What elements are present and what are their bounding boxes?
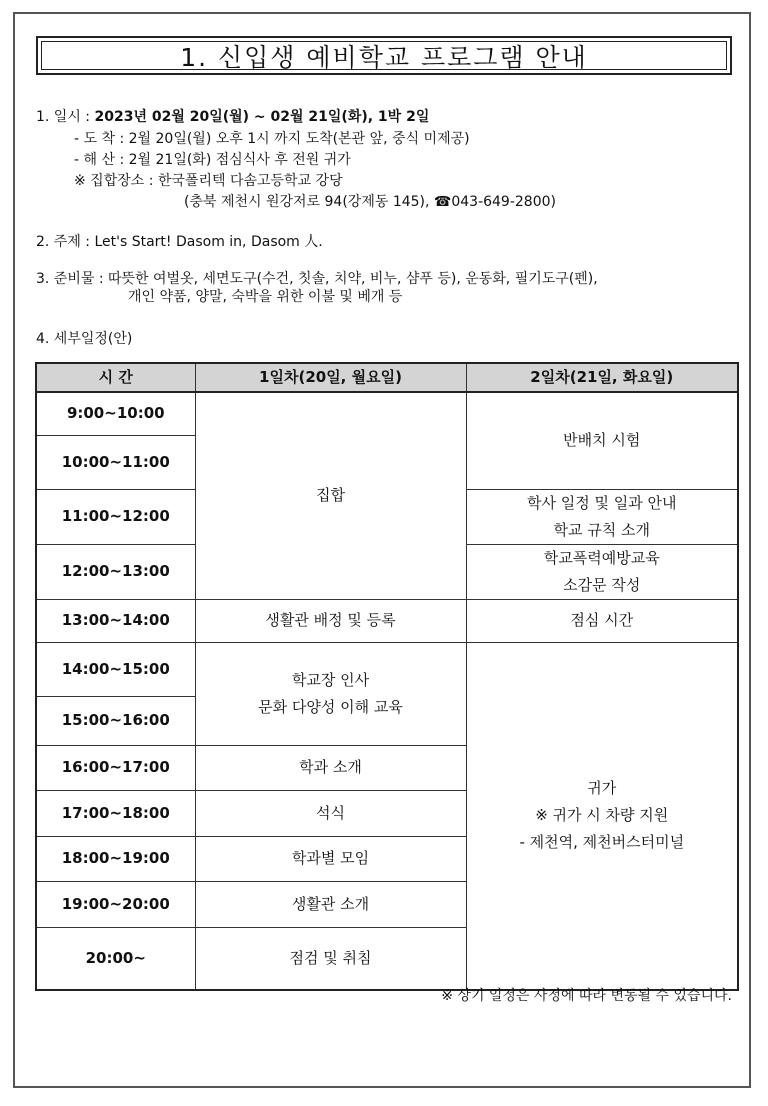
time-cell: 11:00~12:00 — [36, 489, 195, 544]
day1-principal-cell — [195, 642, 466, 745]
day2-calendar-text: 학사 일정 및 일과 안내 — [527, 493, 677, 512]
time-cell: 16:00~17:00 — [36, 745, 195, 790]
day2-stations-text: - 제천역, 제천버스터미널 — [519, 833, 685, 852]
theme-line: 2. 주제 : Let's Start! Dasom in, Dasom 人. — [36, 234, 323, 250]
day2-calendar-cell — [466, 489, 738, 544]
date-value: 2023년 02월 20일(월) ~ 02월 21일(화), 1박 2일 — [94, 109, 430, 125]
time-cell: 12:00~13:00 — [36, 544, 195, 599]
time-cell: 17:00~18:00 — [36, 790, 195, 836]
day1-gather-cell: 집합 — [195, 392, 466, 599]
day1-dept-intro-cell: 학과 소개 — [195, 745, 466, 790]
date-line — [36, 108, 429, 126]
time-cell: 18:00~19:00 — [36, 836, 195, 881]
schedule-note: ※ 상기 일정은 사정에 따라 변동될 수 있습니다. — [441, 988, 732, 1004]
date-label: 1. 일시 : — [36, 109, 95, 125]
day2-rules-text: 학교 규칙 소개 — [553, 520, 650, 539]
meeting-place-line: ※ 집합장소 : 한국폴리텍 다솜고등학교 강당 — [74, 173, 343, 189]
day1-dept-meeting-cell: 학과별 모임 — [195, 836, 466, 881]
day2-review-text: 소감문 작성 — [563, 575, 641, 594]
title-box — [36, 36, 732, 75]
day2-placement-cell: 반배치 시험 — [466, 392, 738, 489]
day2-vehicle-text: ※ 귀가 시 차량 지원 — [535, 806, 669, 825]
time-cell: 14:00~15:00 — [36, 642, 195, 696]
header-time: 시 간 — [36, 363, 195, 392]
table-row — [36, 642, 738, 696]
dismissal-line: - 해 산 : 2월 21일(화) 점심식사 후 전원 귀가 — [74, 152, 351, 168]
time-cell: 20:00~ — [36, 927, 195, 990]
address-line: (충북 제천시 원강저로 94(강제동 145), ☎043-649-2800) — [184, 194, 556, 210]
time-cell: 10:00~11:00 — [36, 435, 195, 489]
schedule-table — [35, 362, 739, 991]
day1-rollcall-cell: 점검 및 취침 — [195, 927, 466, 990]
page-title: 1. 신입생 예비학교 프로그램 안내 — [41, 41, 727, 70]
supplies-line-2: 개인 약품, 양말, 숙박을 위한 이불 및 베개 등 — [128, 289, 403, 305]
time-cell: 13:00~14:00 — [36, 599, 195, 642]
day2-return-cell — [466, 642, 738, 990]
schedule-heading: 4. 세부일정(안) — [36, 331, 133, 347]
day2-violence-text: 학교폭력예방교육 — [543, 548, 660, 567]
table-row — [36, 599, 738, 642]
day2-return-text: 귀가 — [587, 779, 617, 798]
day1-dorm-intro-cell: 생활관 소개 — [195, 881, 466, 927]
time-cell: 15:00~16:00 — [36, 696, 195, 745]
supplies-line-1: 3. 준비물 : 따뜻한 여벌옷, 세면도구(수건, 칫솔, 치약, 비누, 샴푸 등), 운동화, 필기도구(펜), — [36, 271, 598, 287]
time-cell: 9:00~10:00 — [36, 392, 195, 435]
day2-violence-cell — [466, 544, 738, 599]
arrival-line: - 도 착 : 2월 20일(월) 오후 1시 까지 도착(본관 앞, 중식 미제공) — [74, 131, 470, 147]
header-day2: 2일차(21일, 화요일) — [466, 363, 738, 392]
time-cell: 19:00~20:00 — [36, 881, 195, 927]
day1-diversity-text: 문화 다양성 이해 교육 — [258, 697, 403, 716]
table-row — [36, 392, 738, 435]
table-header-row — [36, 363, 738, 392]
header-day1: 1일차(20일, 월요일) — [195, 363, 466, 392]
day1-dorm-cell: 생활관 배정 및 등록 — [195, 599, 466, 642]
day2-lunch-cell: 점심 시간 — [466, 599, 738, 642]
day1-dinner-cell: 석식 — [195, 790, 466, 836]
day1-principal-text: 학교장 인사 — [291, 670, 370, 689]
